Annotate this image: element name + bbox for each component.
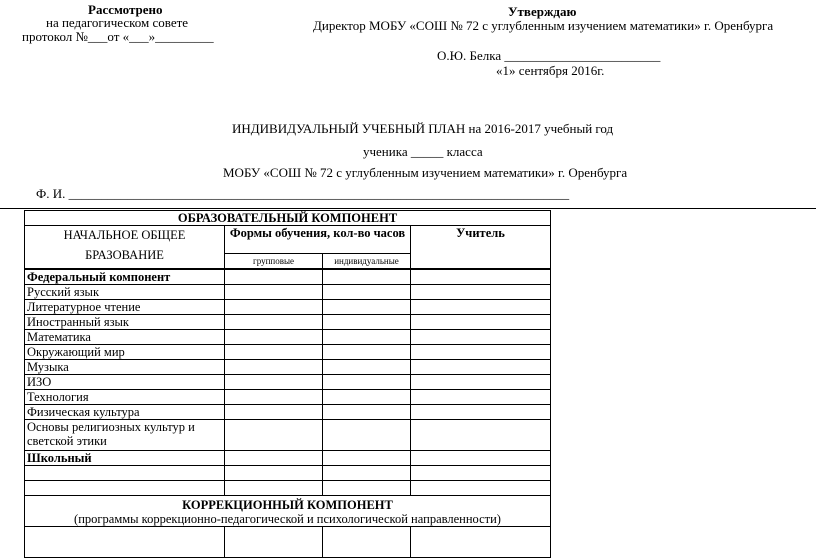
divider-line (0, 208, 816, 209)
table-row (25, 360, 551, 375)
subject-label: ИЗО (25, 375, 225, 390)
subject-label: Музыка (25, 360, 225, 375)
table-row (25, 375, 551, 390)
cell-teacher[interactable] (411, 481, 551, 496)
col1-header (25, 226, 225, 270)
cell-teacher[interactable] (411, 466, 551, 481)
cell-group[interactable] (225, 527, 323, 558)
subject-label: Русский язык (25, 285, 225, 300)
table-row (25, 481, 551, 496)
table-row (25, 405, 551, 420)
cell-individual[interactable] (323, 315, 411, 330)
left-block-line2: на педагогическом совете (46, 15, 189, 30)
component-title: ОБРАЗОВАТЕЛЬНЫЙ КОМПОНЕНТ (25, 211, 551, 226)
subject-label: Иностранный язык (25, 315, 225, 330)
cell-group[interactable] (225, 300, 323, 315)
cell-teacher[interactable] (411, 405, 551, 420)
cell-federal-individual[interactable] (323, 269, 411, 285)
sub-group-header: групповые (225, 253, 323, 269)
table-row (25, 345, 551, 360)
plan-table (24, 210, 551, 558)
cell-individual[interactable] (323, 420, 411, 451)
cell-group[interactable] (225, 360, 323, 375)
subject-label: Технология (25, 390, 225, 405)
cell-teacher[interactable] (411, 300, 551, 315)
subject-label: Окружающий мир (25, 345, 225, 360)
table-row (25, 300, 551, 315)
right-block-title: Утверждаю (508, 4, 577, 19)
empty-cell[interactable] (25, 481, 225, 496)
correction-subtitle: (программы коррекционно-педагогической и психологической направленности) (74, 512, 501, 526)
cell-individual[interactable] (323, 375, 411, 390)
col1-line1: НАЧАЛЬНОЕ ОБЩЕЕ (63, 228, 186, 242)
cell-group[interactable] (225, 420, 323, 451)
cell-individual[interactable] (323, 285, 411, 300)
cell-group[interactable] (225, 390, 323, 405)
plan-title: ИНДИВИДУАЛЬНЫЙ УЧЕБНЫЙ ПЛАН на 2016-2017 учебный год (232, 121, 614, 136)
cell-federal-teacher[interactable] (411, 269, 551, 285)
cell-teacher[interactable] (411, 360, 551, 375)
cell-group[interactable] (225, 330, 323, 345)
cell-group[interactable] (225, 315, 323, 330)
cell-group[interactable] (225, 481, 323, 496)
correction-header (25, 496, 551, 527)
sub-individual-header: индивидуальные (323, 253, 411, 269)
cell-individual[interactable] (323, 345, 411, 360)
right-block-date: «1» сентября 2016г. (496, 63, 605, 78)
cell-group[interactable] (225, 405, 323, 420)
table-row (25, 285, 551, 300)
cell-federal-group[interactable] (225, 269, 323, 285)
table-row (25, 527, 551, 558)
table-row (25, 451, 551, 466)
col1-line2: БРАЗОВАНИЕ (85, 248, 164, 262)
cell-individual[interactable] (323, 390, 411, 405)
cell-group[interactable] (225, 285, 323, 300)
cell-individual[interactable] (323, 527, 411, 558)
subject-label: Основы религиозных культур и светской этики (25, 420, 225, 451)
cell-individual[interactable] (323, 466, 411, 481)
table-row (25, 315, 551, 330)
cell-teacher[interactable] (411, 285, 551, 300)
cell-group[interactable] (225, 466, 323, 481)
forms-header: Формы обучения, кол-во часов (225, 226, 411, 254)
cell-individual[interactable] (323, 360, 411, 375)
table-row (25, 390, 551, 405)
cell-individual[interactable] (323, 451, 411, 466)
school-component-label: Школьный (25, 451, 225, 466)
subject-label: Физическая культура (25, 405, 225, 420)
cell-teacher[interactable] (411, 527, 551, 558)
left-block-line3: протокол №___от «___»_________ (22, 29, 214, 44)
table-row (25, 269, 551, 285)
teacher-header: Учитель (411, 226, 551, 270)
subject-label: Математика (25, 330, 225, 345)
cell-individual[interactable] (323, 481, 411, 496)
right-block-signer: О.Ю. Белка ________________________ (437, 48, 661, 63)
left-block-title: Рассмотрено (88, 2, 163, 17)
federal-label: Федеральный компонент (25, 269, 225, 285)
cell-teacher[interactable] (411, 390, 551, 405)
cell-individual[interactable] (323, 300, 411, 315)
fio-line: Ф. И. _____________________________________________________________________________ (36, 186, 570, 201)
correction-title: КОРРЕКЦИОННЫЙ КОМПОНЕНТ (182, 498, 393, 512)
cell-individual[interactable] (323, 330, 411, 345)
subject-label: Литературное чтение (25, 300, 225, 315)
cell-teacher[interactable] (411, 420, 551, 451)
school-line: МОБУ «СОШ № 72 с углубленным изучением математики» г. Оренбурга (223, 165, 628, 180)
cell-individual[interactable] (323, 405, 411, 420)
cell-teacher[interactable] (411, 451, 551, 466)
cell-group[interactable] (225, 375, 323, 390)
table-row (25, 211, 551, 226)
empty-cell[interactable] (25, 527, 225, 558)
table-row (25, 330, 551, 345)
table-row (25, 496, 551, 527)
cell-group[interactable] (225, 345, 323, 360)
cell-teacher[interactable] (411, 315, 551, 330)
student-line: ученика _____ класса (363, 144, 483, 159)
cell-teacher[interactable] (411, 375, 551, 390)
empty-cell[interactable] (25, 466, 225, 481)
cell-teacher[interactable] (411, 345, 551, 360)
table-row (25, 420, 551, 451)
table-row (25, 226, 551, 254)
cell-group[interactable] (225, 451, 323, 466)
right-block-line2: Директор МОБУ «СОШ № 72 с углубленным изучением математики» г. Оренбурга (313, 18, 774, 33)
cell-teacher[interactable] (411, 330, 551, 345)
table-row (25, 466, 551, 481)
